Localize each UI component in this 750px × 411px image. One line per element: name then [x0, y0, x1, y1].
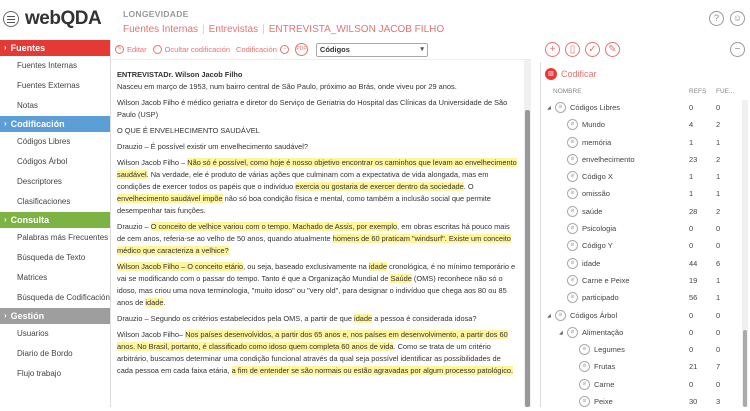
- code-node-icon: ⊘: [567, 188, 578, 199]
- sidebar-item-diario-bordo[interactable]: Diario de Bordo: [17, 349, 73, 358]
- coded-segment[interactable]: idade: [354, 314, 373, 323]
- coded-segment[interactable]: Não só é possível, como hoje é nosso objetivo encontrar os caminhos que levam ao envelhecimento saudável: [117, 158, 517, 179]
- coded-segment[interactable]: Wilson Jacob Filho – O conceito etário: [117, 262, 244, 271]
- code-refs: 19: [689, 275, 698, 285]
- coded-segment[interactable]: exercia ou gostaria de exercer dentro da sociedade: [295, 182, 464, 191]
- eye-off-icon: ◌: [153, 45, 162, 54]
- main-menu-icon[interactable]: [3, 11, 19, 27]
- code-fue: 3: [716, 397, 721, 407]
- coded-segment[interactable]: homens de 60 praticam "windsurf". Existe um conceito médico que caracteriza a velhice?: [117, 234, 511, 255]
- code-refs: 0: [689, 103, 694, 112]
- chevron-right-icon: ›: [4, 311, 7, 320]
- code-label: Códigos Libres: [570, 103, 621, 112]
- code-refs: 4: [689, 120, 694, 130]
- breadcrumb: Fuentes Internas | Entrevistas | ENTREVISTA_WILSON JACOB FILHO: [123, 24, 445, 35]
- code-refs: 1: [689, 189, 694, 199]
- breadcrumb-item[interactable]: Fuentes Internas: [123, 24, 199, 35]
- codes-scrollbar[interactable]: [742, 100, 748, 407]
- code-node-icon: ⊘: [579, 396, 590, 407]
- add-icon[interactable]: +: [545, 42, 560, 57]
- coded-segment[interactable]: idade: [368, 262, 387, 271]
- scrollbar-thumb[interactable]: [743, 330, 747, 407]
- section-gestion[interactable]: › Gestión: [0, 308, 110, 324]
- code-refs: 44: [689, 258, 698, 268]
- user-icon[interactable]: ☺: [730, 11, 745, 26]
- code-fue: 1: [716, 172, 721, 182]
- code-refs: 0: [689, 327, 694, 337]
- code-tree-row[interactable]: [545, 325, 740, 342]
- sidebar-item-matrices[interactable]: Matrices: [17, 273, 48, 282]
- code-tree-row[interactable]: [545, 308, 740, 325]
- code-label: Código Y: [582, 241, 613, 251]
- pdf-icon[interactable]: PDF: [295, 43, 308, 56]
- code-label: envelhecimento: [582, 154, 635, 164]
- code-fue: 2: [716, 154, 721, 164]
- code-label: Carne e Peixe: [582, 275, 630, 285]
- code-label: saúde: [582, 206, 603, 216]
- sidebar-item-notas[interactable]: Notas: [17, 101, 38, 110]
- code-fue: 0: [716, 379, 721, 389]
- check-icon[interactable]: ✓: [585, 42, 600, 57]
- code-fue: 0: [716, 241, 721, 251]
- code-label: memória: [582, 137, 612, 147]
- sidebar-item-flujo-trabajo[interactable]: Flujo trabajo: [17, 369, 62, 378]
- code-tree-row[interactable]: [545, 342, 740, 359]
- codes-toolbar: [540, 38, 750, 62]
- column-name[interactable]: NOMBRE: [553, 88, 582, 95]
- app-header: [0, 0, 750, 40]
- code-node-icon: ⊘: [555, 310, 566, 321]
- code-refs: 0: [689, 345, 694, 355]
- expand-icon[interactable]: ◢: [547, 312, 551, 319]
- sidebar-item-busqueda-codificacion[interactable]: Búsqueda de Codificación: [17, 293, 110, 302]
- code-label: omissão: [582, 189, 610, 199]
- document-text[interactable]: [111, 60, 523, 407]
- coded-segment[interactable]: O conceito de velhice variou com o tempo. Machado de Assis, por exemplo: [150, 222, 398, 231]
- code-fue: 0: [716, 310, 721, 320]
- coded-segment[interactable]: Nos países desenvolvidos, a partir dos 65 anos e, nos países em desenvolvimento, a partir dos 60 anos. No Brasil, portanto, é classificado como idoso quem completa 60 anos de vida: [117, 330, 508, 351]
- breadcrumb-item[interactable]: ENTREVISTA_WILSON JACOB FILHO: [268, 24, 445, 35]
- doc-heading: O QUE É ENVELHECIMENTO SAUDÁVEL: [117, 126, 260, 135]
- code-label: Frutas: [594, 362, 616, 372]
- code-label: Código X: [582, 172, 613, 182]
- code-node-icon: ⊘: [579, 361, 590, 372]
- code-refs: 0: [689, 241, 694, 251]
- code-label: Carne: [594, 379, 615, 389]
- code-node-icon: ⊘: [567, 206, 578, 217]
- code-node-icon: ⊘: [579, 379, 590, 390]
- section-codificacion[interactable]: › Codificación: [0, 116, 110, 132]
- document-toolbar: [111, 40, 531, 60]
- help-icon[interactable]: ?: [709, 11, 724, 26]
- edit-button[interactable]: ✎ Editar: [116, 45, 147, 54]
- code-refs: 0: [689, 224, 694, 234]
- sidebar-item-usuarios[interactable]: Usuarios: [17, 329, 49, 338]
- code-tree-row[interactable]: [545, 290, 740, 307]
- sidebar-item-clasificaciones[interactable]: Clasificaciones: [17, 197, 71, 206]
- section-fuentes[interactable]: › Fuentes: [0, 40, 110, 56]
- code-node-icon: ⊘: [567, 275, 578, 286]
- project-title: LONGEVIDADE: [123, 9, 189, 19]
- sidebar-item-descriptores[interactable]: Descriptores: [17, 177, 62, 186]
- sidebar-item-palabras-frecuentes[interactable]: Palabras más Frecuentes: [17, 233, 109, 242]
- code-node-icon: ⊘: [555, 102, 566, 113]
- code-fue: 7: [716, 362, 721, 372]
- sidebar-item-fuentes-externas[interactable]: Fuentes Externas: [17, 81, 80, 90]
- code-tree-row[interactable]: [545, 394, 740, 411]
- doc-paragraph: Wilson Jacob Filho – Não só é possível, como hoje é nosso objetivo encontrar os caminhos que levam ao envelhecimento saudável. Na verdade, ele é produto de várias ações que culminam com a expectativa de vida alongada, mas em condições de exercer todos os papéis que o indivíduo exercia ou gostaria de exercer dentro da sociedade. O envelhecimento saudável impõe não só boa condição física e mental, como também a inclusão social que permite desempenhar tais funções.: [117, 158, 517, 215]
- code-tree-row[interactable]: [545, 100, 740, 117]
- code-node-icon: ⊘: [567, 223, 578, 234]
- code-node-icon: ⊘: [567, 137, 578, 148]
- code-fue: 1: [716, 293, 721, 303]
- codificar-button[interactable]: ▥ Codificar: [545, 68, 597, 80]
- expand-icon[interactable]: ◢: [547, 105, 551, 111]
- app-logo: webQDA: [25, 8, 102, 29]
- code-fue: 1: [716, 189, 721, 199]
- code-refs: 28: [689, 206, 698, 216]
- hide-coding-button[interactable]: ◌ Ocultar codificación: [153, 45, 230, 54]
- doc-paragraph: Nasceu em março de 1953, num bairro central de São Paulo, próximo ao Brás, onde viveu por 29 anos.: [117, 82, 457, 91]
- code-fue: 1: [716, 275, 721, 285]
- code-node-icon: ⊘: [567, 327, 578, 338]
- sidebar: [0, 40, 111, 407]
- doc-paragraph: Drauzio – O conceito de velhice variou com o tempo. Machado de Assis, por exemplo, em obras escritas há pouco mais de cem anos, referia-se ao velho de 50 anos, quando atualmente homens de 60 praticam "windsurf". Existe um conceito médico que caracteriza a velhice?: [117, 222, 511, 255]
- code-tree-row[interactable]: [545, 238, 740, 255]
- code-tree-row[interactable]: [545, 377, 740, 394]
- code-node-icon: ⊘: [567, 292, 578, 303]
- code-node-icon: ⊘: [567, 154, 578, 165]
- document-scrollbar[interactable]: [524, 60, 531, 407]
- sidebar-item-busqueda-texto[interactable]: Búsqueda de Texto: [17, 253, 86, 262]
- code-tree-row[interactable]: [545, 117, 740, 134]
- code-label: Alimentação: [582, 327, 624, 337]
- code-label: Legumes: [594, 345, 625, 355]
- panel-divider: [540, 62, 541, 407]
- doc-paragraph: Wilson Jacob Filho – O conceito etário, ou seja, baseado exclusivamente na idade cronológica, é no mínimo temporário e vai se modificando com o passar do tempo. Tanto é que a Organização Mundial de Saúde (OMS) reconhece não só o idoso, mas criou uma nova terminologia, "muito idoso" ou "very old", para designar o indivíduo que chega aos 80 ou 85 anos de idade.: [117, 262, 516, 307]
- chevron-right-icon: ›: [4, 43, 7, 52]
- code-fue: 0: [716, 345, 721, 355]
- sidebar-item-codigos-arbol[interactable]: Códigos Árbol: [17, 157, 68, 166]
- code-label: participado: [582, 293, 619, 303]
- coded-segment[interactable]: idade: [145, 298, 164, 307]
- code-node-icon: ⊘: [567, 119, 578, 130]
- code-label: Códigos Árbol: [570, 310, 618, 320]
- code-tree-row[interactable]: [545, 256, 740, 273]
- column-fue[interactable]: FUE...: [716, 88, 735, 95]
- code-refs: 0: [689, 379, 694, 389]
- coding-button[interactable]: Codificación −: [236, 45, 289, 54]
- code-tree-row[interactable]: [545, 359, 740, 376]
- code-fue: 0: [716, 103, 721, 112]
- code-icon: ▥: [545, 68, 557, 80]
- chevron-right-icon: ›: [4, 119, 7, 128]
- code-label: idade: [582, 258, 601, 268]
- code-label: Mundo: [582, 120, 605, 130]
- code-refs: 56: [689, 293, 698, 303]
- scrollbar-thumb[interactable]: [525, 110, 530, 407]
- code-node-icon: ⊘: [567, 258, 578, 269]
- code-refs: 21: [689, 362, 698, 372]
- code-tree-row[interactable]: [545, 152, 740, 169]
- trash-icon[interactable]: ▯: [565, 42, 580, 57]
- sidebar-item-fuentes-internas[interactable]: Fuentes Internas: [17, 61, 78, 70]
- column-refs[interactable]: REFS: [689, 88, 707, 95]
- code-fue: 0: [716, 327, 721, 337]
- code-label: Peixe: [594, 397, 613, 407]
- codes-table-header: [545, 88, 745, 100]
- breadcrumb-item[interactable]: Entrevistas: [208, 24, 259, 35]
- code-fue: 2: [716, 120, 721, 130]
- coded-segment[interactable]: a fim de entender se são normais ou estão agravadas por algum processo patológico.: [231, 366, 514, 375]
- edit-icon[interactable]: ✎: [605, 42, 620, 57]
- chevron-right-icon: ›: [4, 215, 7, 224]
- doc-paragraph: Wilson Jacob Filho– Nos países desenvolvidos, a partir dos 65 anos e, nos países em desenvolvimento, a partir dos 60 anos. No Brasil, portanto, é classificado como idoso quem completa 60 anos de vida. Como se trata de um critério arbitrário, buscamos determinar uma condição funcional através da qual seja possível identificar as possibilidades de cada pessoa em cada faixa etária, a fim de entender se são normais ou estão agravadas por algum processo patológico.: [117, 330, 514, 375]
- doc-paragraph: Wilson Jacob Filho é médico geriatra e diretor do Serviço de Geriatria do Hospital das Clínicas da Universidade de São Paulo (USP): [117, 98, 508, 119]
- doc-paragraph: Drauzio – É possível existir um envelhecimento saudável?: [117, 142, 309, 151]
- codes-tree: [545, 100, 740, 411]
- sidebar-item-codigos-libres[interactable]: Códigos Libres: [17, 137, 71, 146]
- code-tree-row[interactable]: [545, 273, 740, 290]
- doc-paragraph: Drauzio – Segundo os critérios estabelecidos pela OMS, a partir de que idade a pessoa é considerada idosa?: [117, 314, 477, 323]
- section-consulta[interactable]: › Consulta: [0, 212, 110, 228]
- code-refs: 23: [689, 154, 698, 164]
- code-type-select[interactable]: Códigos ▾: [316, 43, 428, 57]
- code-fue: 1: [716, 137, 721, 147]
- collapse-icon[interactable]: −: [730, 42, 745, 57]
- code-fue: 0: [716, 224, 721, 234]
- code-refs: 0: [689, 310, 694, 320]
- chevron-down-icon: ▾: [420, 45, 424, 53]
- code-tree-row[interactable]: [545, 204, 740, 221]
- code-fue: 2: [716, 206, 721, 216]
- expand-icon[interactable]: ◢: [559, 329, 563, 336]
- code-refs: 30: [689, 397, 698, 407]
- code-label: Psicologia: [582, 224, 617, 234]
- pencil-icon: ✎: [116, 46, 123, 52]
- code-node-icon: ⊘: [567, 171, 578, 182]
- minus-circle-icon: −: [280, 45, 289, 54]
- code-refs: 1: [689, 137, 694, 147]
- code-node-icon: ⊘: [567, 240, 578, 251]
- coded-segment[interactable]: Saúde: [390, 274, 412, 283]
- code-fue: 6: [716, 258, 721, 268]
- code-tree-row[interactable]: [545, 135, 740, 152]
- code-tree-row[interactable]: [545, 221, 740, 238]
- doc-title: ENTREVISTADr. Wilson Jacob Filho: [117, 70, 243, 79]
- code-node-icon: ⊘: [579, 344, 590, 355]
- code-tree-row[interactable]: [545, 186, 740, 203]
- code-refs: 1: [689, 172, 694, 182]
- coded-segment[interactable]: envelhecimento saudável impõe: [117, 194, 223, 203]
- code-tree-row[interactable]: [545, 169, 740, 186]
